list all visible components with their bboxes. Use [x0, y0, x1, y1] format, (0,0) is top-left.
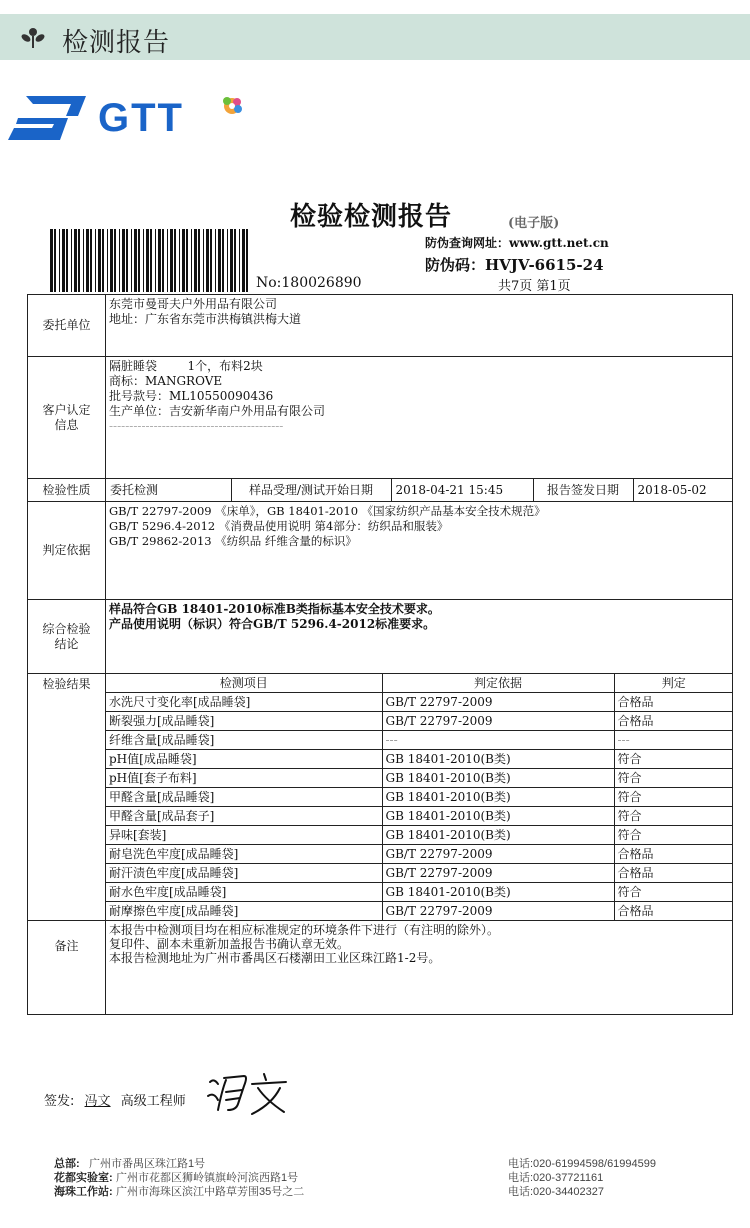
verify-url[interactable]: 防伪查询网址：www.gtt.net.cn [425, 236, 609, 250]
results-label: 检验结果 [28, 674, 106, 921]
table-cell: 耐水色牢度[成品睡袋] [106, 883, 382, 902]
remarks-line2: 复印件、副本未重新加盖报告书确认章无效。 [109, 937, 350, 951]
remarks-line3: 本报告检测地址为广州市番禺区石楼潮田工业区珠江路1-2号。 [109, 951, 441, 965]
table-cell: --- [614, 731, 733, 750]
barcode-bar [186, 229, 188, 292]
barcode-bar [146, 229, 149, 292]
barcode-bar [131, 229, 132, 292]
footer [54, 1155, 734, 1197]
results-header-cell: 检测项目 [106, 674, 382, 693]
table-cell: GB/T 22797-2009 [382, 693, 614, 712]
conclusion-row [28, 600, 733, 674]
client-label: 委托单位 [28, 295, 106, 357]
table-row [106, 883, 733, 902]
barcode-bar [138, 229, 140, 292]
footer-phone: 电话:020-61994598/61994599 [508, 1158, 657, 1170]
results-table [106, 674, 733, 920]
table-cell: 合格品 [614, 693, 733, 712]
barcode-bar [206, 229, 209, 292]
table-row [106, 769, 733, 788]
issued-value: 2018-05-02 [633, 479, 733, 501]
footer-row [54, 1183, 734, 1197]
nature-row [28, 479, 733, 502]
table-cell: GB/T 22797-2009 [382, 845, 614, 864]
barcode-bar [119, 229, 120, 292]
table-cell: 符合 [614, 788, 733, 807]
conclusion-line1: 样品符合GB 18401-2010标准B类指标基本安全技术要求。 [109, 602, 440, 616]
report-table [27, 294, 733, 1015]
remarks-label: 备注 [28, 921, 106, 1015]
footer-row [54, 1155, 734, 1169]
barcode-bar [218, 229, 221, 292]
barcode-bar [107, 229, 108, 292]
results-header-cell: 判定依据 [382, 674, 614, 693]
barcode-bar [179, 229, 180, 292]
table-cell: pH值[成品睡袋] [106, 750, 382, 769]
barcode-bar [162, 229, 164, 292]
barcode-bar [110, 229, 113, 292]
table-cell: 合格品 [614, 712, 733, 731]
barcode-bar [59, 229, 60, 292]
barcode-bar [150, 229, 152, 292]
footer-phone: 电话:020-34402327 [508, 1186, 605, 1198]
client-row [28, 295, 733, 357]
sample-dashes: ------------------------------------------- [109, 419, 284, 433]
barcode-bar [62, 229, 65, 292]
table-cell: GB 18401-2010(B类) [382, 769, 614, 788]
footer-address: 广州市番禺区珠江路1号 [89, 1158, 206, 1170]
barcode-bar [74, 229, 77, 292]
barcode-bar [114, 229, 116, 292]
results-row [28, 674, 733, 921]
table-row [106, 864, 733, 883]
signature-line [44, 1090, 186, 1109]
table-row [106, 731, 733, 750]
table-row [106, 750, 733, 769]
received-label: 样品受理/测试开始日期 [231, 479, 391, 501]
table-cell: 符合 [614, 883, 733, 902]
barcode [50, 229, 254, 292]
table-row [106, 788, 733, 807]
barcode-bar [234, 229, 236, 292]
basis-line2: GB/T 5296.4-2012 《消费品使用说明 第4部分：纺织品和服装》 [109, 519, 449, 533]
barcode-bar [122, 229, 125, 292]
table-row [106, 693, 733, 712]
table-cell: GB/T 22797-2009 [382, 864, 614, 883]
leaf-icon [20, 26, 46, 50]
barcode-bar [83, 229, 84, 292]
table-cell: GB 18401-2010(B类) [382, 788, 614, 807]
client-name: 东莞市曼哥夫户外用品有限公司 [109, 297, 278, 311]
page-indicator: 共7页 第1页 [498, 279, 571, 294]
table-cell: 符合 [614, 826, 733, 845]
footer-address: 广州市花都区狮岭镇旗岭河滨西路1号 [116, 1172, 299, 1184]
edition-label: (电子版) [508, 216, 560, 231]
basis-line1: GB/T 22797-2009 《床单》，GB 18401-2010 《国家纺织产品基本安全技术规范》 [109, 504, 546, 518]
barcode-bar [98, 229, 101, 292]
table-cell: GB/T 22797-2009 [382, 902, 614, 921]
barcode-bar [203, 229, 204, 292]
table-cell: 合格品 [614, 902, 733, 921]
footer-row [54, 1169, 734, 1183]
table-cell: 符合 [614, 769, 733, 788]
barcode-bar [102, 229, 104, 292]
table-cell: --- [382, 731, 614, 750]
table-cell: 纤维含量[成品睡袋] [106, 731, 382, 750]
barcode-bar [66, 229, 68, 292]
basis-row [28, 502, 733, 600]
issued-label: 报告签发日期 [533, 479, 633, 501]
table-cell: 甲醛含量[成品睡袋] [106, 788, 382, 807]
barcode-bar [90, 229, 92, 292]
table-cell: 耐汗渍色牢度[成品睡袋] [106, 864, 382, 883]
barcode-bar [86, 229, 89, 292]
signer-name: 冯文 [84, 1094, 111, 1109]
barcode-bar [227, 229, 228, 292]
table-cell: GB 18401-2010(B类) [382, 826, 614, 845]
table-cell: 符合 [614, 750, 733, 769]
barcode-bar [158, 229, 161, 292]
nature-table [106, 479, 733, 501]
results-header-row [106, 674, 733, 693]
logo-text: GTT [98, 96, 184, 140]
conclusion-label [28, 600, 106, 674]
nature-value: 委托检测 [110, 483, 159, 497]
signer-title: 高级工程师 [120, 1094, 186, 1109]
verify-code: 防伪码：HVJV-6615-24 [425, 256, 604, 274]
sample-label [28, 357, 106, 479]
barcode-bar [155, 229, 156, 292]
table-cell: 符合 [614, 807, 733, 826]
table-cell: 耐皂洗色牢度[成品睡袋] [106, 845, 382, 864]
table-cell: 异味[套装] [106, 826, 382, 845]
barcode-bar [230, 229, 233, 292]
barcode-bar [215, 229, 216, 292]
table-row [106, 902, 733, 921]
table-cell: 断裂强力[成品睡袋] [106, 712, 382, 731]
table-cell: GB/T 22797-2009 [382, 712, 614, 731]
remarks-row [28, 921, 733, 1015]
table-cell: pH值[套子布料] [106, 769, 382, 788]
barcode-bar [174, 229, 176, 292]
barcode-bar [242, 229, 245, 292]
table-cell: GB 18401-2010(B类) [382, 807, 614, 826]
barcode-bar [246, 229, 248, 292]
header-band [0, 14, 750, 60]
barcode-bar [170, 229, 173, 292]
barcode-bar [95, 229, 96, 292]
sample-line2: 商标：MANGROVE [109, 374, 223, 388]
table-cell: 甲醛含量[成品套子] [106, 807, 382, 826]
barcode-bar [126, 229, 128, 292]
barcode-bar [210, 229, 212, 292]
nature-label: 检验性质 [28, 479, 106, 502]
barcode-bar [194, 229, 197, 292]
footer-site: 花都实验室: [54, 1172, 113, 1184]
sample-line4: 生产单位：吉安新华南户外用品有限公司 [109, 404, 326, 418]
table-cell: GB 18401-2010(B类) [382, 883, 614, 902]
handwritten-signature [204, 1070, 294, 1118]
basis-label: 判定依据 [28, 502, 106, 600]
table-cell: 合格品 [614, 845, 733, 864]
barcode-bar [143, 229, 144, 292]
table-cell: 合格品 [614, 864, 733, 883]
received-value: 2018-04-21 15:45 [391, 479, 533, 501]
header-title: 检测报告 [62, 27, 171, 57]
results-header-cell: 判定 [614, 674, 733, 693]
footer-site: 海珠工作站: [54, 1186, 113, 1198]
conclusion-label-text: 综合检验结论 [42, 621, 91, 651]
footer-address: 广州市海珠区滨江中路草芳围35号之二 [116, 1186, 305, 1198]
sample-line3: 批号款号：ML10550090436 [109, 389, 274, 403]
basis-line3: GB/T 29862-2013 《纺织品 纤维含量的标识》 [109, 534, 357, 548]
table-row [106, 712, 733, 731]
barcode-bar [191, 229, 192, 292]
client-address: 地址：广东省东莞市洪梅镇洪梅大道 [109, 312, 302, 326]
sample-row [28, 357, 733, 479]
table-cell: GB 18401-2010(B类) [382, 750, 614, 769]
barcode-bar [167, 229, 168, 292]
barcode-bar [182, 229, 185, 292]
sign-label: 签发: [44, 1094, 75, 1109]
sample-label-text: 客户认定信息 [42, 402, 91, 432]
barcode-bar [222, 229, 224, 292]
table-row [106, 845, 733, 864]
barcode-bar [134, 229, 137, 292]
report-number: No:180026890 [256, 275, 362, 291]
table-row [106, 826, 733, 845]
barcode-bar [239, 229, 240, 292]
table-cell: 水洗尺寸变化率[成品睡袋] [106, 693, 382, 712]
barcode-bar [54, 229, 56, 292]
barcode-bar [78, 229, 80, 292]
conclusion-line2: 产品使用说明（标识）符合GB/T 5296.4-2012标准要求。 [109, 617, 436, 631]
barcode-bar [198, 229, 200, 292]
footer-site: 总部: [54, 1158, 80, 1170]
remarks-line1: 本报告中检测项目均在相应标准规定的环境条件下进行（有注明的除外）。 [109, 923, 500, 937]
footer-phone: 电话:020-37721161 [508, 1172, 604, 1184]
table-cell: 耐摩擦色牢度[成品睡袋] [106, 902, 382, 921]
table-row [106, 807, 733, 826]
sample-line1: 隔脏睡袋 1个，布料2块 [109, 359, 263, 373]
report-title: 检验检测报告 [290, 202, 453, 232]
barcode-bar [71, 229, 72, 292]
barcode-bar [50, 229, 53, 292]
